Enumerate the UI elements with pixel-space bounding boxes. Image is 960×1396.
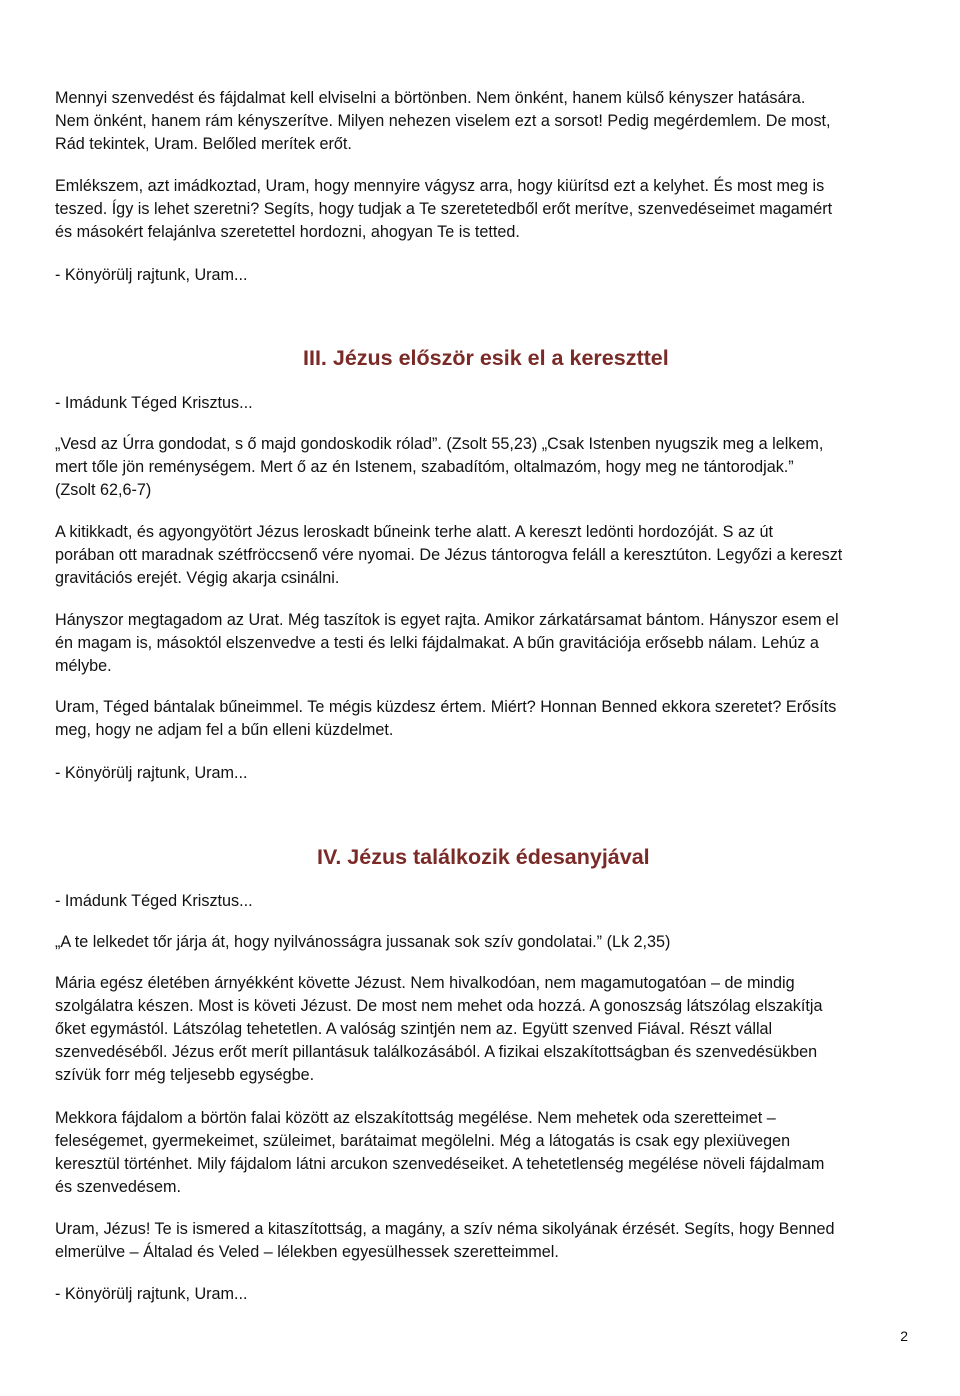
- text-line: én magam is, másoktól elszenvedve a testi és lelki fájdalmakat. A bűn gravitációja erősebb nálam. Lehúz a: [55, 634, 819, 652]
- text-line: „Vesd az Úrra gondodat, s ő majd gondoskodik rólad”. (Zsolt 55,23) „Csak Istenben nyugszik meg a lelkem,: [55, 435, 824, 453]
- text-line: szenvedéséből. Jézus erőt merít pillantásuk találkozásából. A fizikai elszakítottságban és szenvedésükben: [55, 1043, 818, 1061]
- station-3-refrain: - Könyörülj rajtunk, Uram...: [55, 764, 248, 782]
- text-line: A kitikkadt, és agyongyötört Jézus leroskadt bűneink terhe alatt. A kereszt ledönti hordozóját. S az út: [55, 523, 774, 541]
- page-number: 2: [900, 1328, 908, 1344]
- text-line: Rád tekintek, Uram. Belőled merítek erőt.: [55, 135, 352, 153]
- station-4-paragraph-3: [55, 1218, 907, 1264]
- text-line: (Zsolt 62,6-7): [55, 481, 152, 499]
- station-4-scripture-quote: [55, 931, 907, 954]
- text-line: meg, hogy ne adjam fel a bűn elleni küzdelmet.: [55, 721, 394, 739]
- intro-paragraph-1: [55, 87, 907, 156]
- text-line: porában ott maradnak szétfröccsenő vére nyomai. De Jézus tántorogva feláll a keresztúton. Legyőzi a kereszt: [55, 546, 843, 564]
- station-4-refrain: - Könyörülj rajtunk, Uram...: [55, 1285, 248, 1303]
- intro-paragraph-2: [55, 175, 907, 244]
- text-line: szívük forr még teljesebb egységbe.: [55, 1066, 315, 1084]
- text-line: Hányszor megtagadom az Urat. Még taszítok is egyet rajta. Amikor zárkatársamat bántom. Hányszor esem el: [55, 611, 839, 629]
- text-line: és szenvedésem.: [55, 1178, 181, 1196]
- text-line: „A te lelkedet tőr járja át, hogy nyilvánosságra jussanak sok szív gondolatai.” (Lk 2,35): [55, 933, 671, 951]
- station-3-prayer: - Imádunk Téged Krisztus...: [55, 394, 253, 412]
- text-line: mert tőle jön reménységem. Mert ő az én Istenem, szabadítóm, oltalmazóm, hogy meg ne tántorodjak.”: [55, 458, 794, 476]
- text-line: teszed. Így is lehet szeretni? Segíts, hogy tudjak a Te szeretetedből erőt merítve, szenvedéseimet magamért: [55, 200, 833, 218]
- station-4-paragraph-2: [55, 1107, 907, 1199]
- text-line: és másokért felajánlva szeretettel hordozni, ahogyan Te is tetted.: [55, 223, 520, 241]
- text-line: őket egymástól. Látszólag tehetetlen. A valóság szintjén nem az. Együtt szenved Fiával. Részt vállal: [55, 1020, 773, 1038]
- text-line: Mekkora fájdalom a börtön falai között az elszakítottság megélése. Nem mehetek oda szeretteimet –: [55, 1109, 776, 1127]
- station-3-scripture-quote: [55, 433, 907, 502]
- text-line: Mária egész életében árnyékként követte Jézust. Nem hivalkodóan, nem magamutogatóan – de mindig: [55, 974, 795, 992]
- station-4-title: IV. Jézus találkozik édesanyjával: [317, 845, 650, 869]
- text-line: feleségemet, gyermekeimet, szüleimet, barátaimat megölelni. Még a látogatás is csak egy plexiüvegen: [55, 1132, 791, 1150]
- text-line: keresztül történhet. Mily fájdalom látni arcukon szenvedéseiket. A tehetetlenség megélése növeli fájdalmam: [55, 1155, 825, 1173]
- text-line: elmerülve – Általad és Veled – lélekben egyesülhessek szeretteimmel.: [55, 1243, 559, 1261]
- station-3-paragraph-1: [55, 521, 907, 590]
- text-line: Uram, Jézus! Te is ismered a kitaszítottság, a magány, a szív néma sikolyának érzését. Segíts, hogy Benned: [55, 1220, 835, 1238]
- text-line: mélybe.: [55, 657, 112, 675]
- station-3-title: III. Jézus először esik el a kereszttel: [303, 346, 669, 370]
- text-line: Nem önként, hanem rám kényszerítve. Milyen nehezen viselem ezt a sorsot! Pedig megérdemlem. De most,: [55, 112, 831, 130]
- station-3-paragraph-3: [55, 696, 907, 742]
- station-4-prayer: - Imádunk Téged Krisztus...: [55, 892, 253, 910]
- station-3-paragraph-2: [55, 609, 907, 678]
- text-line: gravitációs erejét. Végig akarja csinálni.: [55, 569, 340, 587]
- text-line: Mennyi szenvedést és fájdalmat kell elviselni a börtönben. Nem önként, hanem külső kényszer hatására.: [55, 89, 806, 107]
- text-line: szolgálatra készen. Most is követi Jézust. De most nem mehet oda hozzá. A gonoszság látszólag elszakítja: [55, 997, 823, 1015]
- text-line: Emlékszem, azt imádkoztad, Uram, hogy mennyire vágysz arra, hogy kiürítsd ezt a kelyhet. És most meg is: [55, 177, 825, 195]
- station-4-paragraph-1: [55, 972, 907, 1087]
- text-line: Uram, Téged bántalak bűneimmel. Te mégis küzdesz értem. Miért? Honnan Benned ekkora szeretet? Erősíts: [55, 698, 837, 716]
- intro-refrain: - Könyörülj rajtunk, Uram...: [55, 266, 248, 284]
